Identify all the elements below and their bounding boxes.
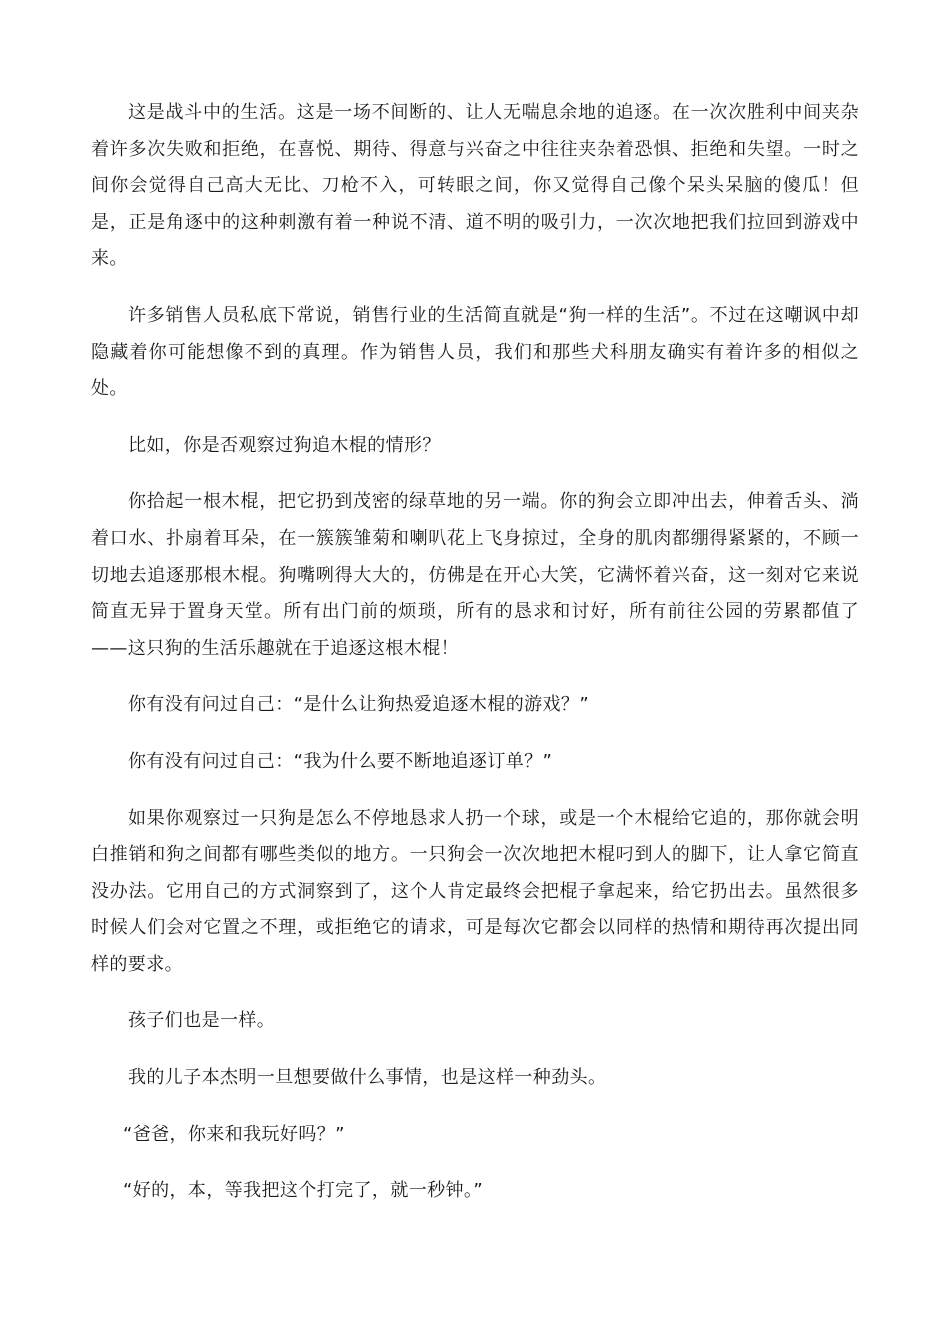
paragraph-dialogue-reply: “好的，本，等我把这个打完了，就一秒钟。” [123, 1180, 484, 1202]
paragraph-dog-life: 许多销售人员私底下常说，销售行业的生活简直就是“狗一样的生活”。不过在这嘲讽中却隐藏着你可能想像不到的真理。作为销售人员，我们和那些犬科朋友确实有着许多的相似之处。 [91, 304, 859, 400]
paragraph-benjamin: 我的儿子本杰明一旦想要做什么事情，也是这样一种劲头。 [128, 1067, 607, 1089]
paragraph-chase-life: 这是战斗中的生活。这是一场不间断的、让人无喘息余地的追逐。在一次次胜利中间夹杂着许多次失败和拒绝，在喜悦、期待、得意与兴奋之中往往夹杂着恐惧、拒绝和失望。一时之间你会觉得自己高大无比、刀枪不入，可转眼之间，你又觉得自己像个呆头呆脑的傻瓜！但是，正是角逐中的这种刺激有着一种说不清、道不明的吸引力，一次次地把我们拉回到游戏中来。 [91, 102, 859, 270]
document-body [91, 95, 859, 1230]
paragraph-question-stick: 比如，你是否观察过狗追木棍的情形？ [128, 434, 441, 456]
paragraph-dialogue-dad: “爸爸，你来和我玩好吗？” [123, 1123, 345, 1145]
paragraph-dog-begging: 如果你观察过一只狗是怎么不停地恳求人扔一个球，或是一个木棍给它追的，那你就会明白推销和狗之间都有哪些类似的地方。一只狗会一次次地把木棍叼到人的脚下，让人拿它简直没办法。它用自己的方式洞察到了，这个人肯定最终会把棍子拿起来，给它扔出去。虽然很多时候人们会对它置之不理，或拒绝它的请求，可是每次它都会以同样的热情和期待再次提出同样的要求。 [91, 807, 859, 975]
paragraph-ask-dog: 你有没有问过自己：“是什么让狗热爱追逐木棍的游戏？” [128, 694, 590, 716]
paragraph-ask-orders: 你有没有问过自己：“我为什么要不断地追逐订单？” [128, 750, 553, 772]
paragraph-children: 孩子们也是一样。 [128, 1010, 276, 1032]
paragraph-throw-stick: 你拾起一根木棍，把它扔到茂密的绿草地的另一端。你的狗会立即冲出去，伸着舌头、淌着口水、扑扇着耳朵，在一簇簇雏菊和喇叭花上飞身掠过，全身的肌肉都绷得紧紧的，不顾一切地去追逐那根木棍。狗嘴咧得大大的，仿佛是在开心大笑，它满怀着兴奋，这一刻对它来说简直无异于置身天堂。所有出门前的烦琐，所有的恳求和讨好，所有前往公园的劳累都值了——这只狗的生活乐趣就在于追逐这根木棍！ [91, 491, 859, 659]
